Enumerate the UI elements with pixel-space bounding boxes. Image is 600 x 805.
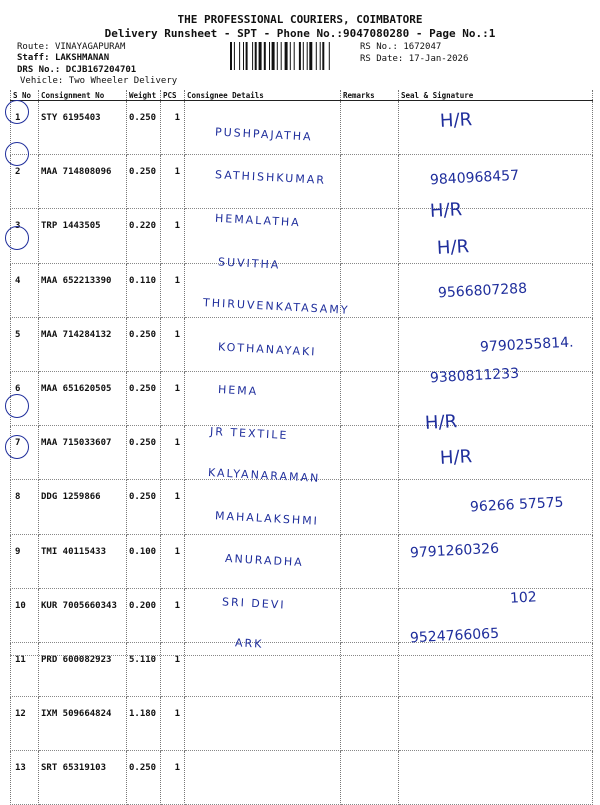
- serial-number-cell: 11: [11, 642, 39, 696]
- circle-mark: [5, 435, 29, 459]
- barcode-bar: [243, 42, 244, 70]
- remarks-cell: [341, 101, 399, 155]
- handwritten-signature: 9380811233: [429, 365, 520, 387]
- drs-value: DCJB167204701: [65, 65, 137, 75]
- barcode-bar: [239, 42, 240, 70]
- column-header: Seal & Signature: [399, 90, 593, 101]
- handwritten-signature: 102: [509, 589, 538, 607]
- remarks-cell: [341, 209, 399, 263]
- staff-value: LAKSHMANAN: [54, 53, 110, 63]
- column-header: PCS: [161, 90, 185, 101]
- column-header: S No: [11, 90, 39, 101]
- consignee-cell: [185, 697, 341, 751]
- drs-row: [17, 65, 136, 75]
- handwritten-signature: H/R: [436, 236, 470, 259]
- handwritten-consignee: HEMALATHA: [214, 211, 302, 230]
- handwritten-consignee: KALYANARAMAN: [207, 466, 321, 485]
- consignment-number-cell: STY 6195403: [39, 101, 127, 155]
- handwritten-signature: H/R: [424, 411, 458, 434]
- circle-mark: [5, 100, 29, 124]
- barcode-bar: [320, 42, 321, 70]
- handwritten-signature: 9566807288: [437, 280, 528, 302]
- handwritten-consignee: THIRUVENKATASAMY: [202, 296, 350, 317]
- handwritten-signature: H/R: [439, 109, 473, 132]
- column-header: Consignment No: [39, 90, 127, 101]
- table-bottom-rule: [10, 655, 592, 656]
- runsheet-subtitle: Delivery Runsheet - SPT - Phone No.:9047080280 - Page No.:1: [104, 27, 496, 40]
- remarks-cell: [341, 534, 399, 588]
- remarks-cell: [341, 317, 399, 371]
- serial-number-cell: 5: [11, 317, 39, 371]
- handwritten-consignee: KOTHANAYAKI: [217, 340, 317, 359]
- pcs-cell: 1: [161, 751, 185, 805]
- remarks-cell: [341, 426, 399, 480]
- pcs-cell: 1: [161, 642, 185, 696]
- handwritten-consignee: PUSHPAJATHA: [214, 125, 313, 144]
- table-row: [11, 751, 593, 805]
- consignment-number-cell: DDG 1259866: [39, 480, 127, 534]
- rs-date-label: RS Date:: [360, 54, 404, 64]
- weight-cell: 0.100: [127, 534, 161, 588]
- weight-cell: 0.200: [127, 588, 161, 642]
- handwritten-signature: 9790255814.: [479, 334, 574, 356]
- table-row: [11, 209, 593, 263]
- weight-cell: 0.110: [127, 263, 161, 317]
- vehicle-value: Two Wheeler Delivery: [68, 76, 178, 86]
- consignment-number-cell: MAA 652213390: [39, 263, 127, 317]
- table-header-row: [11, 90, 593, 101]
- pcs-cell: 1: [161, 697, 185, 751]
- signature-cell: [399, 101, 593, 155]
- serial-number-cell: 3: [11, 209, 39, 263]
- vehicle-label: Vehicle:: [20, 76, 64, 86]
- circle-mark: [5, 142, 29, 166]
- weight-cell: 0.220: [127, 209, 161, 263]
- pcs-cell: 1: [161, 263, 185, 317]
- handwritten-consignee: ARK: [234, 636, 264, 651]
- barcode-bar: [259, 42, 262, 70]
- barcode-bar: [252, 42, 253, 70]
- barcode: [230, 42, 355, 70]
- weight-cell: 0.250: [127, 101, 161, 155]
- staff-label: Staff:: [17, 53, 50, 63]
- barcode-bar: [255, 42, 257, 70]
- consignment-number-cell: MAA 715033607: [39, 426, 127, 480]
- signature-cell: [399, 209, 593, 263]
- pcs-cell: 1: [161, 426, 185, 480]
- weight-cell: 1.180: [127, 697, 161, 751]
- remarks-cell: [341, 588, 399, 642]
- barcode-bar: [281, 42, 282, 70]
- table-row: [11, 697, 593, 751]
- serial-number-cell: 4: [11, 263, 39, 317]
- pcs-cell: 1: [161, 480, 185, 534]
- remarks-cell: [341, 480, 399, 534]
- remarks-cell: [341, 697, 399, 751]
- weight-cell: 0.250: [127, 426, 161, 480]
- consignment-number-cell: SRT 65319103: [39, 751, 127, 805]
- table-row: [11, 588, 593, 642]
- rs-date-value: 17-Jan-2026: [408, 54, 469, 64]
- consignment-number-cell: TMI 40115433: [39, 534, 127, 588]
- consignment-number-cell: TRP 1443505: [39, 209, 127, 263]
- barcode-bar: [309, 42, 312, 70]
- circle-mark: [5, 394, 29, 418]
- signature-cell: [399, 426, 593, 480]
- handwritten-signature: 96266 57575: [469, 494, 564, 516]
- barcode-bar: [269, 42, 270, 70]
- column-header: Remarks: [341, 90, 399, 101]
- rs-no-value: 1672047: [403, 42, 442, 52]
- serial-number-cell: 7: [11, 426, 39, 480]
- barcode-bar: [234, 42, 235, 70]
- consignee-cell: [185, 751, 341, 805]
- serial-number-cell: 9: [11, 534, 39, 588]
- barcode-bar: [246, 42, 248, 70]
- consignment-number-cell: PRD 600082923: [39, 642, 127, 696]
- consignee-cell: [185, 371, 341, 425]
- handwritten-consignee: SATHISHKUMAR: [214, 168, 327, 187]
- barcode-bar: [316, 42, 317, 70]
- handwritten-consignee: SRI DEVI: [221, 595, 286, 612]
- staff-row: [17, 53, 109, 63]
- vehicle-row: [20, 76, 177, 86]
- serial-number-cell: 13: [11, 751, 39, 805]
- serial-number-cell: 6: [11, 371, 39, 425]
- barcode-bar: [294, 42, 295, 70]
- barcode-bar: [290, 42, 291, 70]
- handwritten-signature: H/R: [429, 199, 463, 222]
- consignment-number-cell: MAA 714284132: [39, 317, 127, 371]
- handwritten-consignee: JR TEXTILE: [209, 424, 289, 443]
- route-value: VINAYAGAPURAM: [54, 42, 126, 52]
- remarks-cell: [341, 751, 399, 805]
- signature-cell: [399, 642, 593, 696]
- pcs-cell: 1: [161, 209, 185, 263]
- signature-cell: [399, 751, 593, 805]
- column-header: Weight: [127, 90, 161, 101]
- pcs-cell: 1: [161, 588, 185, 642]
- consignee-cell: [185, 588, 341, 642]
- consignment-number-cell: IXM 509664824: [39, 697, 127, 751]
- weight-cell: 0.250: [127, 155, 161, 209]
- weight-cell: 0.250: [127, 480, 161, 534]
- pcs-cell: 1: [161, 371, 185, 425]
- serial-number-cell: 1: [11, 101, 39, 155]
- serial-number-cell: 12: [11, 697, 39, 751]
- serial-number-cell: 8: [11, 480, 39, 534]
- consignment-number-cell: KUR 7005660343: [39, 588, 127, 642]
- drs-label: DRS No.:: [17, 65, 61, 75]
- serial-number-cell: 2: [11, 155, 39, 209]
- table-row: [11, 101, 593, 155]
- remarks-cell: [341, 642, 399, 696]
- barcode-bar: [322, 42, 324, 70]
- table-row: [11, 642, 593, 696]
- barcode-bar: [299, 42, 301, 70]
- barcode-bar: [264, 42, 266, 70]
- remarks-cell: [341, 371, 399, 425]
- barcode-bar: [307, 42, 308, 70]
- rs-no-label: RS No.:: [360, 42, 398, 52]
- pcs-cell: 1: [161, 155, 185, 209]
- handwritten-consignee: SUVITHA: [217, 255, 281, 272]
- signature-cell: [399, 697, 593, 751]
- barcode-bar: [329, 42, 330, 70]
- rs-no-row: [360, 42, 441, 52]
- circle-mark: [5, 226, 29, 250]
- company-title: THE PROFESSIONAL COURIERS, COIMBATORE: [177, 13, 423, 26]
- column-header: Consignee Details: [185, 90, 341, 101]
- serial-number-cell: 10: [11, 588, 39, 642]
- remarks-cell: [341, 155, 399, 209]
- runsheet-table: [10, 90, 593, 805]
- rs-date-row: [360, 54, 468, 64]
- pcs-cell: 1: [161, 101, 185, 155]
- barcode-bar: [285, 42, 288, 70]
- barcode-bar: [272, 42, 275, 70]
- route-label: Route:: [17, 42, 50, 52]
- barcode-bar: [230, 42, 232, 70]
- handwritten-consignee: HEMA: [217, 382, 259, 399]
- weight-cell: 5.110: [127, 642, 161, 696]
- consignment-number-cell: MAA 714808096: [39, 155, 127, 209]
- handwritten-signature: H/R: [439, 446, 473, 469]
- pcs-cell: 1: [161, 317, 185, 371]
- handwritten-consignee: ANURADHA: [224, 551, 305, 570]
- weight-cell: 0.250: [127, 371, 161, 425]
- route-row: [17, 42, 125, 52]
- pcs-cell: 1: [161, 534, 185, 588]
- handwritten-signature: 9791260326: [409, 540, 500, 562]
- weight-cell: 0.250: [127, 751, 161, 805]
- barcode-bar: [277, 42, 278, 70]
- handwritten-signature: 9524766065: [409, 625, 500, 647]
- barcode-bar: [303, 42, 304, 70]
- handwritten-consignee: MAHALAKSHMI: [214, 509, 320, 528]
- consignment-number-cell: MAA 651620505: [39, 371, 127, 425]
- handwritten-signature: 9840968457: [429, 167, 520, 189]
- weight-cell: 0.250: [127, 317, 161, 371]
